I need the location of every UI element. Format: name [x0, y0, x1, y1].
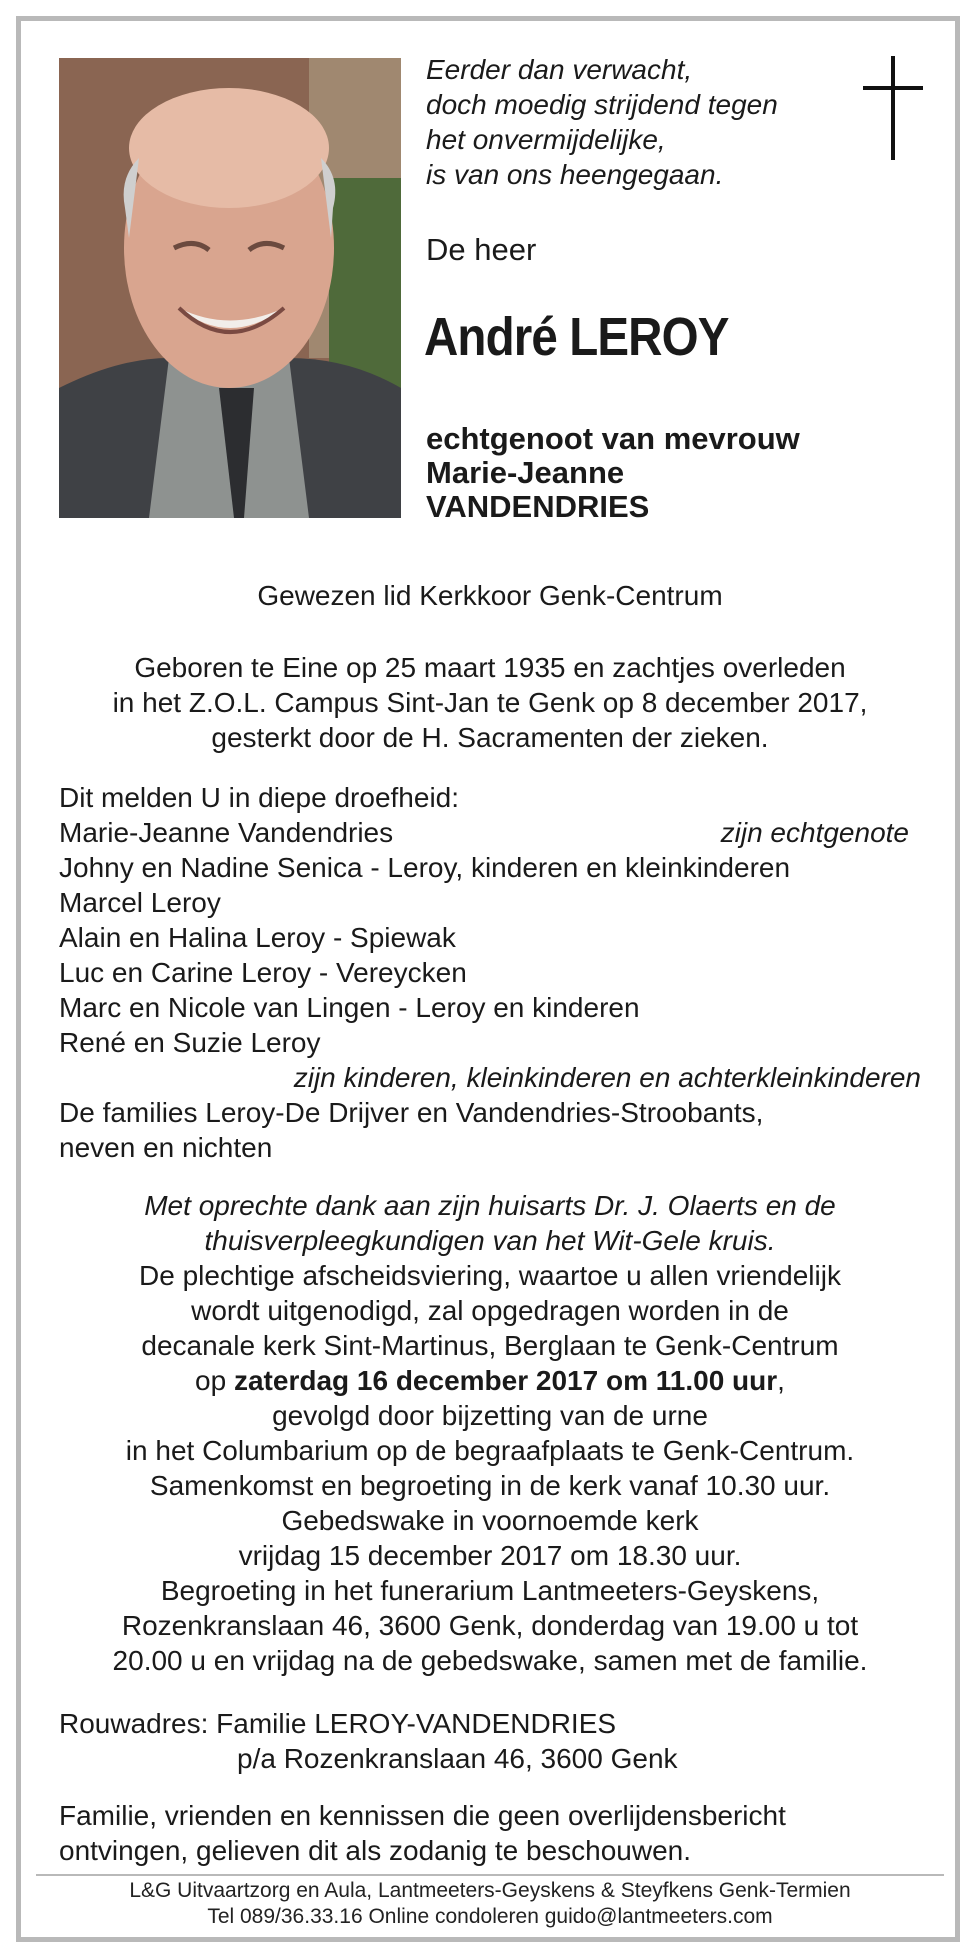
service-line: Rozenkranslaan 46, 3600 Genk, donderdag van 19.00 u tot: [121, 1610, 859, 1641]
service-line: wordt uitgenodigd, zal opgedragen worden in de: [191, 1295, 789, 1326]
service-line: vrijdag 15 december 2017 om 18.30 uur.: [238, 1540, 742, 1571]
poem-line: is van ons heengegaan.: [426, 159, 724, 190]
spouse-info: [426, 422, 800, 524]
poem-line: Eerder dan verwacht,: [426, 54, 693, 85]
spouse-line: VANDENDRIES: [426, 489, 650, 524]
address-line: Rouwadres: Familie LEROY-VANDENDRIES: [59, 1708, 617, 1739]
service-line: decanale kerk Sint-Martinus, Berglaan te Genk-Centrum: [141, 1330, 839, 1361]
child-entry: Marcel Leroy: [59, 887, 221, 918]
notice-line: Familie, vrienden en kennissen die geen overlijdensbericht: [59, 1800, 786, 1831]
birth-line: Geboren te Eine op 25 maart 1935 en zachtjes overleden: [134, 652, 846, 683]
footer-line: Tel 089/36.33.16 Online condoleren guido@lantmeeters.com: [207, 1905, 773, 1928]
mourning-address: [59, 1706, 921, 1776]
notice-line: ontvingen, gelieven dit als zodanig te beschouwen.: [59, 1835, 691, 1866]
poem-line: het onvermijdelijke,: [426, 124, 666, 155]
child-entry: Luc en Carine Leroy - Vereycken: [59, 957, 467, 988]
cross-icon: [858, 56, 928, 160]
children-role: zijn kinderen, kleinkinderen en achterkleinkinderen: [293, 1062, 921, 1093]
funeral-home-footer: [36, 1878, 944, 1930]
birth-line: gesterkt door de H. Sacramenten der zieken.: [211, 722, 769, 753]
service-line: De plechtige afscheidsviering, waartoe u allen vriendelijk: [139, 1260, 841, 1291]
birth-line: in het Z.O.L. Campus Sint-Jan te Genk op 8 december 2017,: [112, 687, 868, 718]
birth-death-info: [59, 650, 921, 755]
service-line: Gebedswake in voornoemde kerk: [281, 1505, 699, 1536]
child-entry: Johny en Nadine Senica - Leroy, kinderen en kleinkinderen: [59, 852, 791, 883]
service-details: [59, 1188, 921, 1678]
membership-note: [59, 578, 921, 613]
spouse-line: Marie-Jeanne: [426, 455, 625, 490]
spouse-role: zijn echtgenote: [720, 817, 909, 848]
footer-line: L&G Uitvaartzorg en Aula, Lantmeeters-Geyskens & Steyfkens Genk-Termien: [129, 1879, 851, 1902]
extended-family: neven en nichten: [59, 1132, 273, 1163]
child-entry: René en Suzie Leroy: [59, 1027, 321, 1058]
deceased-name: André LEROY: [424, 307, 729, 367]
service-line: 20.00 u en vrijdag na de gebedswake, samen met de familie.: [112, 1645, 868, 1676]
opening-poem: [426, 52, 778, 192]
footer-divider: [36, 1874, 944, 1876]
family-intro: Dit melden U in diepe droefheid:: [59, 782, 460, 813]
service-line: gevolgd door bijzetting van de urne: [272, 1400, 708, 1431]
child-entry: Alain en Halina Leroy - Spiewak: [59, 922, 456, 953]
extended-family: De families Leroy-De Drijver en Vandendries-Stroobants,: [59, 1097, 764, 1128]
date-prefix: op: [195, 1365, 234, 1396]
notice: [59, 1798, 921, 1868]
spouse-name: Marie-Jeanne Vandendries: [59, 817, 394, 848]
service-date: [59, 1363, 921, 1398]
service-line: in het Columbarium op de begraafplaats te Genk-Centrum.: [125, 1435, 855, 1466]
service-line: Begroeting in het funerarium Lantmeeters-Geyskens,: [160, 1575, 820, 1606]
date-suffix: ,: [777, 1365, 785, 1396]
poem-line: doch moedig strijdend tegen: [426, 89, 778, 120]
family-announcement: [59, 780, 921, 1165]
date-emphasis: zaterdag 16 december 2017 om 11.00 uur: [233, 1365, 778, 1396]
spouse-line: echtgenoot van mevrouw: [426, 421, 800, 456]
address-line: p/a Rozenkranslaan 46, 3600 Genk: [237, 1743, 678, 1774]
membership-line: Gewezen lid Kerkkoor Genk-Centrum: [257, 580, 723, 611]
service-line: Samenkomst en begroeting in de kerk vanaf 10.30 uur.: [149, 1470, 831, 1501]
child-entry: Marc en Nicole van Lingen - Leroy en kinderen: [59, 992, 640, 1023]
thanks-line: thuisverpleegkundigen van het Wit-Gele kruis.: [204, 1225, 776, 1256]
spouse-row: [59, 815, 921, 850]
portrait-photo: [59, 58, 401, 518]
honorific: De heer: [426, 232, 537, 267]
thanks-line: Met oprechte dank aan zijn huisarts Dr. J. Olaerts en de: [144, 1190, 836, 1221]
